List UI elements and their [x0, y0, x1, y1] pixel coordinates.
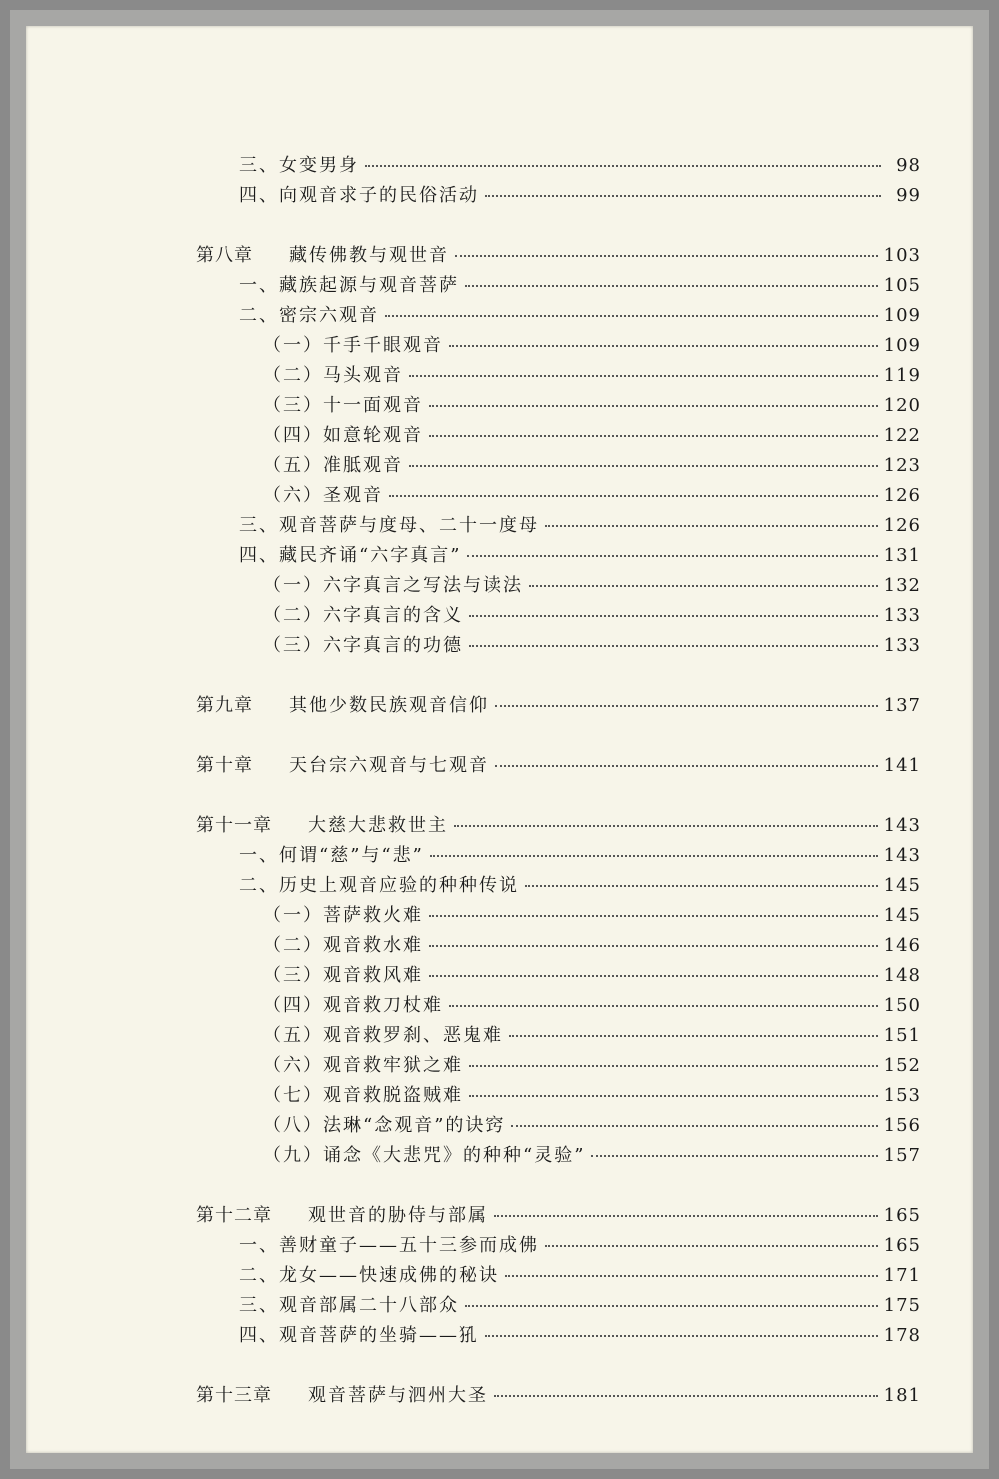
toc-chapter-entry: [196, 244, 921, 270]
dot-leader: [545, 525, 878, 527]
page-number: 132: [883, 575, 921, 596]
entry-title: （一）六字真言之写法与读法: [263, 575, 523, 596]
toc-section-entry: [239, 1294, 921, 1320]
entry-title: （二）马头观音: [263, 365, 403, 386]
dot-leader: [429, 435, 878, 437]
chapter-number: 第十一章: [196, 815, 272, 836]
dot-leader: [465, 285, 878, 287]
dot-leader: [495, 765, 878, 767]
dot-leader: [495, 705, 878, 707]
toc-section-entry: [239, 514, 921, 540]
book-page: [26, 26, 973, 1453]
page-number: 146: [883, 935, 921, 956]
dot-leader: [529, 585, 878, 587]
toc-subsection-entry: [263, 604, 921, 630]
toc-chapter-entry: [196, 1204, 921, 1230]
page-number: 151: [883, 1025, 921, 1046]
entry-title: 一、何谓“慈”与“悲”: [239, 845, 424, 866]
dot-leader: [429, 975, 878, 977]
page-number: 157: [883, 1145, 921, 1166]
toc-subsection-entry: [263, 1024, 921, 1050]
toc-section-entry: [239, 874, 921, 900]
dot-leader: [469, 1095, 878, 1097]
chapter-number: 第十二章: [196, 1205, 272, 1226]
dot-leader: [469, 615, 878, 617]
page-frame: [10, 10, 989, 1469]
dot-leader: [389, 495, 878, 497]
page-number: 165: [883, 1205, 921, 1226]
chapter-number: 第十三章: [196, 1385, 272, 1406]
entry-title: （五）观音救罗刹、恶鬼难: [263, 1025, 503, 1046]
dot-leader: [449, 1005, 878, 1007]
toc-section-entry: [239, 274, 921, 300]
entry-title: 二、密宗六观音: [239, 305, 379, 326]
entry-title: （六）圣观音: [263, 485, 383, 506]
dot-leader: [511, 1125, 877, 1127]
page-number: 153: [883, 1085, 921, 1106]
toc-chapter-entry: [196, 814, 921, 840]
dot-leader: [509, 1035, 878, 1037]
entry-title: 三、女变男身: [239, 155, 359, 176]
page-number: 152: [883, 1055, 921, 1076]
dot-leader: [505, 1275, 878, 1277]
page-number: 148: [883, 965, 921, 986]
toc-section-entry: [239, 1324, 921, 1350]
toc-subsection-entry: [263, 574, 921, 600]
page-number: 109: [883, 335, 921, 356]
dot-leader: [449, 345, 878, 347]
dot-leader: [469, 1065, 878, 1067]
page-number: 123: [883, 455, 921, 476]
entry-title: 观世音的胁侍与部属: [308, 1205, 488, 1226]
toc-subsection-entry: [263, 1144, 921, 1170]
page-number: 99: [896, 185, 921, 206]
toc-subsection-entry: [263, 454, 921, 480]
page-number: 141: [883, 755, 921, 776]
page-number: 150: [883, 995, 921, 1016]
toc-subsection-entry: [263, 934, 921, 960]
dot-leader: [465, 1305, 878, 1307]
page-number: 109: [883, 305, 921, 326]
entry-title: （一）千手千眼观音: [263, 335, 443, 356]
dot-leader: [494, 1215, 878, 1217]
page-number: 181: [883, 1385, 921, 1406]
entry-title: （二）六字真言的含义: [263, 605, 463, 626]
toc-section-entry: [239, 1264, 921, 1290]
entry-title: 一、藏族起源与观音菩萨: [239, 275, 459, 296]
page-number: 143: [883, 845, 921, 866]
entry-title: （三）十一面观音: [263, 395, 423, 416]
entry-title: 天台宗六观音与七观音: [289, 755, 489, 776]
toc-subsection-entry: [263, 1114, 921, 1140]
chapter-number: 第八章: [196, 245, 253, 266]
page-number: 120: [883, 395, 921, 416]
page-number: 126: [883, 485, 921, 506]
toc-subsection-entry: [263, 394, 921, 420]
chapter-number: 第九章: [196, 695, 253, 716]
toc-subsection-entry: [263, 1084, 921, 1110]
entry-title: （一）菩萨救火难: [263, 905, 423, 926]
toc-section-entry: [239, 1234, 921, 1260]
dot-leader: [365, 165, 881, 167]
toc-section-entry: [239, 154, 921, 180]
page-number: 143: [883, 815, 921, 836]
entry-title: 一、善财童子——五十三参而成佛: [239, 1235, 539, 1256]
dot-leader: [385, 315, 878, 317]
dot-leader: [545, 1245, 878, 1247]
entry-title: 二、历史上观音应验的种种传说: [239, 875, 519, 896]
toc-chapter-entry: [196, 754, 921, 780]
entry-title: （三）观音救风难: [263, 965, 423, 986]
page-number: 119: [883, 365, 921, 386]
page-number: 145: [883, 875, 921, 896]
dot-leader: [591, 1155, 877, 1157]
toc-subsection-entry: [263, 334, 921, 360]
entry-title: （九）诵念《大悲咒》的种种“灵验”: [263, 1145, 586, 1166]
dot-leader: [485, 195, 881, 197]
toc-subsection-entry: [263, 994, 921, 1020]
entry-title: （四）如意轮观音: [263, 425, 423, 446]
page-number: 105: [883, 275, 921, 296]
dot-leader: [494, 1395, 878, 1397]
toc-chapter-entry: [196, 694, 921, 720]
dot-leader: [485, 1335, 878, 1337]
entry-title: （五）准胝观音: [263, 455, 403, 476]
toc-subsection-entry: [263, 904, 921, 930]
entry-title: 藏传佛教与观世音: [289, 245, 449, 266]
page-number: 137: [883, 695, 921, 716]
page-number: 133: [883, 635, 921, 656]
entry-title: 三、观音部属二十八部众: [239, 1295, 459, 1316]
toc-section-entry: [239, 844, 921, 870]
entry-title: （八）法琳“念观音”的诀窍: [263, 1115, 506, 1136]
page-number: 122: [883, 425, 921, 446]
dot-leader: [467, 555, 877, 557]
page-number: 133: [883, 605, 921, 626]
toc-subsection-entry: [263, 364, 921, 390]
dot-leader: [430, 855, 878, 857]
toc-subsection-entry: [263, 424, 921, 450]
entry-title: 大慈大悲救世主: [308, 815, 448, 836]
toc-subsection-entry: [263, 634, 921, 660]
entry-title: 其他少数民族观音信仰: [289, 695, 489, 716]
toc-subsection-entry: [263, 484, 921, 510]
entry-title: （三）六字真言的功德: [263, 635, 463, 656]
entry-title: （二）观音救水难: [263, 935, 423, 956]
dot-leader: [455, 255, 878, 257]
dot-leader: [525, 885, 878, 887]
chapter-number: 第十章: [196, 755, 253, 776]
entry-title: 四、观音菩萨的坐骑——犼: [239, 1325, 479, 1346]
toc-subsection-entry: [263, 964, 921, 990]
entry-title: （四）观音救刀杖难: [263, 995, 443, 1016]
table-of-contents: [26, 26, 973, 1453]
page-number: 175: [883, 1295, 921, 1316]
entry-title: 二、龙女——快速成佛的秘诀: [239, 1265, 499, 1286]
page-number: 98: [896, 155, 921, 176]
page-number: 126: [883, 515, 921, 536]
toc-chapter-entry: [196, 1384, 921, 1410]
entry-title: 观音菩萨与泗州大圣: [308, 1385, 488, 1406]
toc-section-entry: [239, 544, 921, 570]
page-number: 165: [883, 1235, 921, 1256]
toc-subsection-entry: [263, 1054, 921, 1080]
page-number: 178: [883, 1325, 921, 1346]
toc-section-entry: [239, 184, 921, 210]
page-number: 145: [883, 905, 921, 926]
dot-leader: [409, 465, 878, 467]
dot-leader: [429, 405, 878, 407]
page-number: 156: [883, 1115, 921, 1136]
entry-title: 三、观音菩萨与度母、二十一度母: [239, 515, 539, 536]
dot-leader: [429, 915, 878, 917]
dot-leader: [469, 645, 878, 647]
entry-title: （七）观音救脱盗贼难: [263, 1085, 463, 1106]
dot-leader: [429, 945, 878, 947]
dot-leader: [409, 375, 878, 377]
page-number: 131: [883, 545, 921, 566]
entry-title: 四、向观音求子的民俗活动: [239, 185, 479, 206]
toc-section-entry: [239, 304, 921, 330]
page-number: 171: [883, 1265, 921, 1286]
entry-title: （六）观音救牢狱之难: [263, 1055, 463, 1076]
page-number: 103: [883, 245, 921, 266]
dot-leader: [454, 825, 878, 827]
entry-title: 四、藏民齐诵“六字真言”: [239, 545, 462, 566]
